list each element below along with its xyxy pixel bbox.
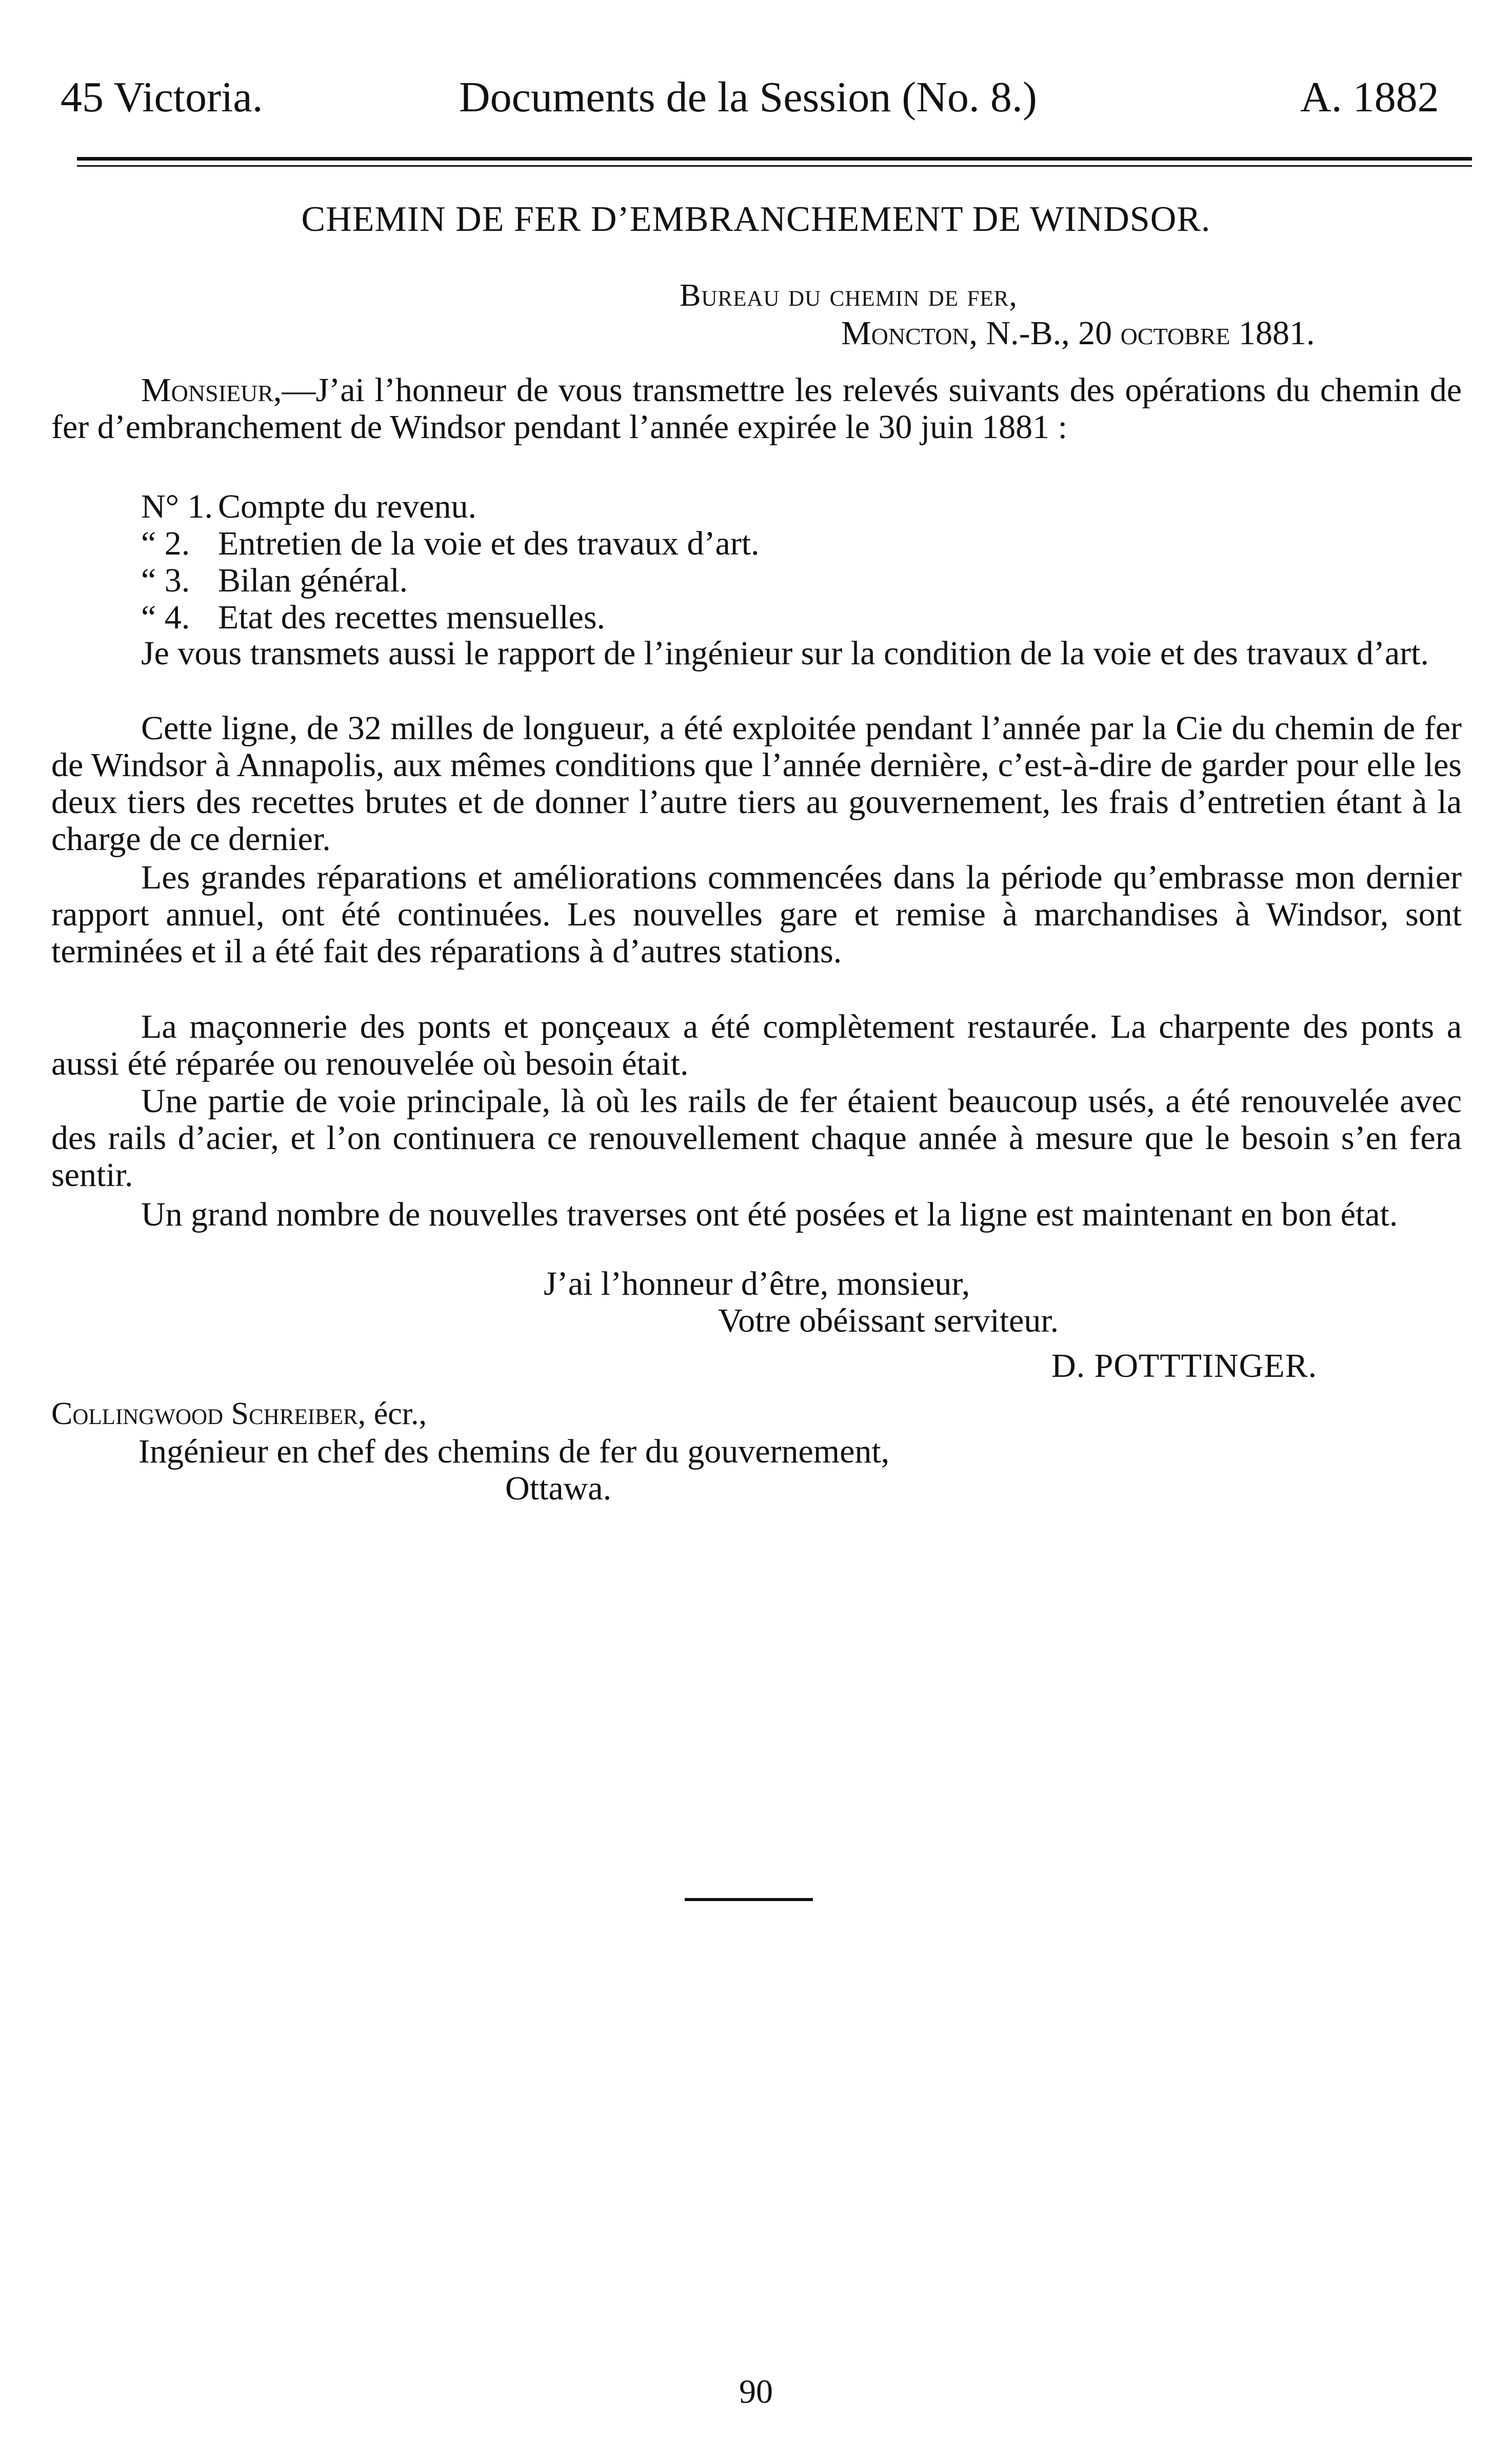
intro-paragraph [51,372,1462,446]
statement-number: “ 4. [141,599,190,636]
statement-text: Entretien de la voie et des travaux d’art. [218,525,760,562]
addressee-city: Ottawa. [505,1470,612,1507]
header-document-title: Documents de la Session (No. 8.) [459,73,1037,121]
paragraph-ligne: Cette ligne, de 32 milles de longueur, a été exploitée pendant l’année par la Cie du chemin de fer de Windsor à Annapolis, aux mêmes conditions que l’année dernière, c’est-à-dire de garder pour elle les deux tiers des recettes brutes et de donner l’autre tiers au gouvernement, les frais d’entretien étant à la charge de ce dernier. [51,709,1462,858]
statement-number: N° 1. [141,488,213,525]
statement-text: Compte du revenu. [218,488,477,525]
place-date-text: Moncton, N.-B., 20 octobre 1881. [841,314,1315,352]
page-title: CHEMIN DE FER D’EMBRANCHEMENT DE WINDSOR. [301,200,1211,239]
statement-number: “ 2. [141,525,190,562]
paragraph-reparations: Les grandes réparations et améliorations commencées dans la période qu’embrasse mon dernier rapport annuel, ont été continuées. Les nouvelles gare et remise à marchandises à Windsor, sont terminées et il a été fait des réparations à d’autres stations. [51,859,1462,970]
statement-text: Etat des recettes mensuelles. [218,599,606,636]
letterhead-place-date [841,314,1315,352]
paragraph-traverses: Un grand nombre de nouvelles traverses ont été posées et la ligne est maintenant en bon état. [141,1196,1398,1233]
paragraph-maconnerie: La maçonnerie des ponts et ponçeaux a été complètement restaurée. La charpente des ponts a aussi été réparée ou renouvelée où besoin était. [51,1008,1462,1082]
closing-servant: Votre obéissant serviteur. [718,1302,1059,1339]
header-rule-thin [77,165,1472,167]
addressee-suffix: , écr., [357,1396,427,1431]
statement-item [141,601,605,635]
statement-item [141,490,476,524]
addressee-title: Ingénieur en chef des chemins de fer du gouvernement, [138,1433,890,1470]
paragraph-transmit: Je vous transmets aussi le rapport de l’ingénieur sur la condition de la voie et des travaux d’art. [141,635,1429,672]
closing-line: J’ai l’honneur d’être, monsieur, [544,1265,970,1302]
end-divider [685,1898,813,1901]
salutation: Monsieur, [141,371,282,409]
header-session-year: 45 Victoria. [61,73,263,121]
paragraph-voie: Une partie de voie principale, là où les rails de fer étaient beaucoup usés, a été renouvelée avec des rails d’acier, et l’on continuera ce renouvellement chaque année à mesure que le besoin s’en fera sentir. [51,1082,1462,1194]
statement-item [141,564,408,598]
statement-item [141,527,760,561]
letterhead-office: Bureau du chemin de fer, [680,278,1018,313]
page-number: 90 [739,2373,773,2410]
statement-number: “ 3. [141,562,190,599]
signature: D. POTTTINGER. [1051,1347,1318,1385]
statement-text: Bilan général. [218,562,408,599]
addressee-name [51,1398,427,1430]
header-year: A. 1882 [1300,73,1439,121]
addressee-name-text: Collingwood Schreiber [51,1396,358,1431]
intro-text: —J’ai l’honneur de vous transmettre les relevés suivants des opérations du chemin de fer d’embranchement de Windsor pendant l’année expirée le 30 juin 1881 : [51,371,1462,446]
header-rule-thick [77,157,1472,161]
